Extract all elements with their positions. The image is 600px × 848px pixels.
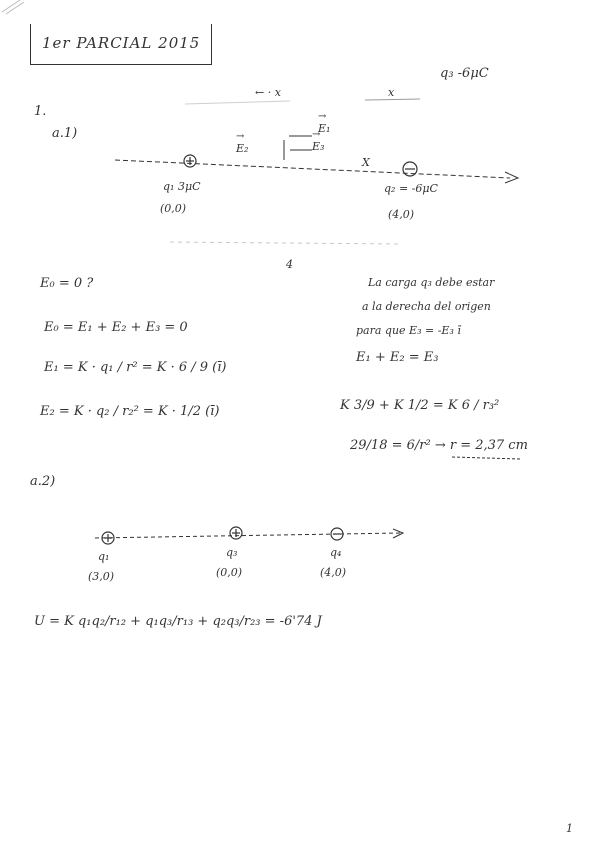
a2-q1: q₁: [98, 550, 110, 563]
vector-e2-label: → E₂: [236, 142, 248, 155]
vector-e3-label: → E₃: [312, 140, 324, 153]
a2-q4: q₄: [330, 546, 342, 559]
q2-label: q₂ = -6μC: [384, 182, 438, 195]
faint-line: [170, 242, 400, 244]
question-number: 1.: [34, 104, 47, 119]
equation-e1: E₁ = K · q₁ / r² = K · 6 / 9 (ī): [44, 360, 227, 375]
note-line-5: K 3/9 + K 1/2 = K 6 / r₃²: [340, 398, 500, 413]
faint-line: [365, 99, 420, 100]
mid-mark: 4: [286, 258, 293, 271]
a2-q3: q₃: [226, 546, 238, 559]
equation-question: E₀ = 0 ?: [40, 276, 94, 291]
x-axis-a2: [95, 533, 400, 538]
x-mark: X: [362, 156, 370, 169]
section-a1-label: a.1): [52, 126, 78, 141]
a2-q1-coords: (3,0): [88, 570, 115, 583]
vector-e1-label: → E₁: [318, 122, 330, 135]
note-line-3: para que E₃ = -E₃ ī: [356, 324, 461, 337]
section-a2-label: a.2): [30, 474, 56, 489]
q1-label: q₁ 3μC: [163, 180, 201, 193]
note-line-4: E₁ + E₂ = E₃: [356, 350, 439, 365]
equation-sum: E₀ = E₁ + E₂ + E₃ = 0: [44, 320, 188, 335]
top-mark-2: x: [388, 86, 395, 99]
q1-coords: (0,0): [160, 202, 187, 215]
page-title: 1er PARCIAL 2015: [42, 34, 201, 52]
answer-underline: [452, 457, 520, 459]
q2-coords: (4,0): [388, 208, 415, 221]
energy-equation: U = K q₁q₂/r₁₂ + q₁q₃/r₁₃ + q₂q₃/r₂₃ = -6'74 J: [34, 614, 322, 629]
note-line-1: La carga q₃ debe estar: [368, 276, 495, 289]
equation-e2: E₂ = K · q₂ / r₂² = K · 1/2 (ī): [40, 404, 220, 419]
a2-q3-coords: (0,0): [216, 566, 243, 579]
note-line-6: 29/18 = 6/r² → r = 2,37 cm: [350, 438, 528, 453]
top-mark-1: ← · x: [255, 86, 281, 99]
note-line-2: a la derecha del origen: [362, 300, 491, 313]
top-note: q₃ -6μC: [440, 66, 489, 81]
x-axis-a1: [115, 160, 510, 178]
a2-q4-coords: (4,0): [320, 566, 347, 579]
page-number: 1: [566, 822, 573, 835]
faint-line: [185, 101, 290, 104]
